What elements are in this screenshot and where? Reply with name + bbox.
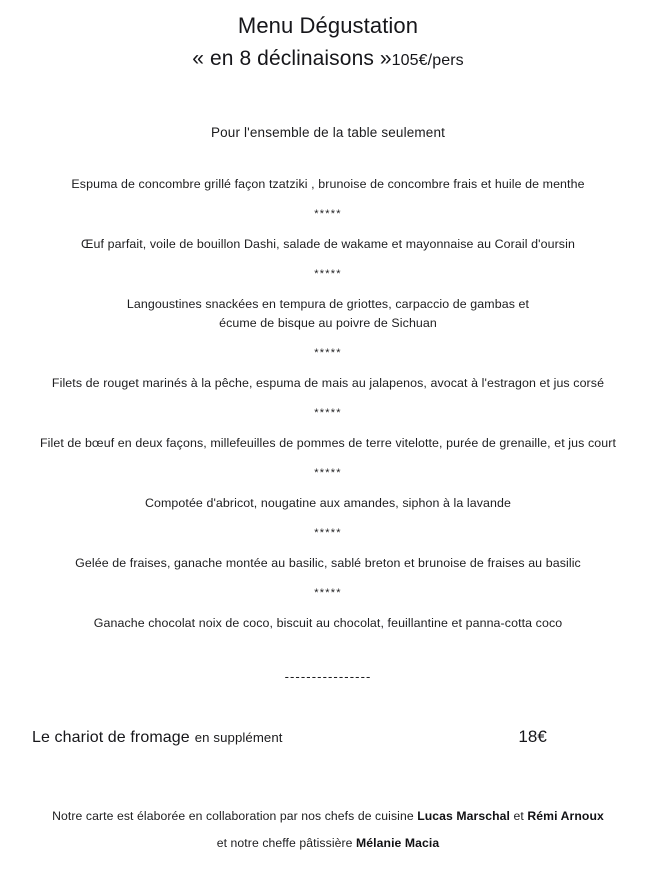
- course-separator: *****: [314, 347, 342, 359]
- course-separator: *****: [314, 268, 342, 280]
- course-item: Œuf parfait, voile de bouillon Dashi, salade de wakame et mayonnaise au Corail d'oursin: [81, 237, 575, 251]
- pastry-chef-name: Mélanie Macia: [356, 836, 440, 850]
- credits-prefix: Notre carte est élaborée en collaboration par nos chefs de cuisine: [52, 809, 418, 823]
- supplement-price: 18€: [518, 727, 547, 746]
- course-separator: *****: [314, 527, 342, 539]
- course-separator: *****: [314, 208, 342, 220]
- course-list: [0, 175, 656, 633]
- chef-name-secondary: Rémi Arnoux: [527, 809, 604, 823]
- menu-subtitle-row: [0, 45, 656, 75]
- credits-line-chefs: [0, 808, 656, 825]
- supplement-qualifier: en supplément: [194, 730, 283, 745]
- course-separator: *****: [314, 407, 342, 419]
- menu-header: [0, 0, 656, 75]
- chef-name-primary: Lucas Marschal: [417, 809, 511, 823]
- credits-line-pastry: [0, 835, 656, 852]
- supplement-label: [32, 729, 283, 747]
- section-divider: ----------------: [284, 669, 372, 684]
- course-separator: *****: [314, 467, 342, 479]
- pastry-credits-prefix: et notre cheffe pâtissière: [216, 836, 357, 850]
- menu-price: 105€/pers: [391, 52, 464, 69]
- table-note: Pour l'ensemble de la table seulement: [210, 125, 445, 140]
- course-item: Langoustines snackées en tempura de griottes, carpaccio de gambas et écume de bisque au poivre de Sichuan: [126, 297, 530, 330]
- page-title: Menu Dégustation: [237, 13, 419, 38]
- supplement-name: Le chariot de fromage: [32, 729, 190, 746]
- menu-subtitle: « en 8 déclinaisons »: [192, 47, 392, 70]
- course-item: Gelée de fraises, ganache montée au basilic, sablé breton et brunoise de fraises au basilic: [75, 556, 581, 570]
- course-item: Ganache chocolat noix de coco, biscuit au chocolat, feuillantine et panna-cotta coco: [93, 616, 563, 630]
- supplement-row: [0, 727, 656, 747]
- credits-conjunction: et: [510, 809, 528, 823]
- course-separator: *****: [314, 587, 342, 599]
- course-item: Filet de bœuf en deux façons, millefeuilles de pommes de terre vitelotte, purée de grenaille, et jus court: [39, 436, 617, 450]
- credits-section: [0, 808, 656, 852]
- course-item: Espuma de concombre grillé façon tzatziki , brunoise de concombre frais et huile de menthe: [71, 177, 585, 191]
- course-item: Compotée d'abricot, nougatine aux amandes, siphon à la lavande: [144, 496, 512, 510]
- course-item: Filets de rouget marinés à la pêche, espuma de mais au jalapenos, avocat à l'estragon et jus corsé: [51, 376, 605, 390]
